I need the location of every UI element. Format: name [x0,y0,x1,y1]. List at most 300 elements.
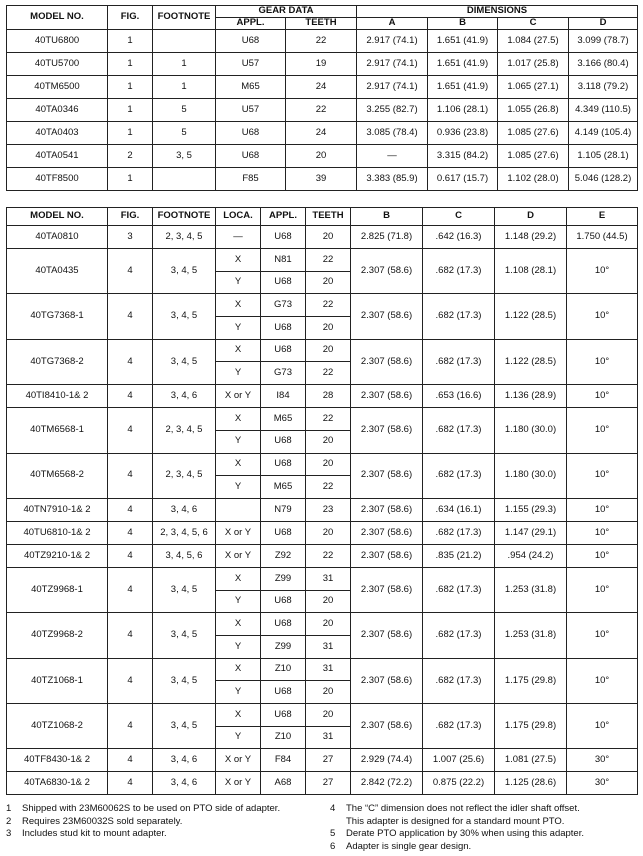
footnote-item [330,828,636,841]
table-row [7,613,638,636]
dim-b-cell: 2.307 (58.6) [351,294,423,339]
appl-cell: I84 [261,385,306,408]
footnote-cell: 3, 4, 5, 6 [153,544,216,567]
fig-cell: 1 [108,76,153,99]
table-row [7,339,638,362]
dim-e-cell: 10° [567,567,638,612]
footnote-cell: 3, 4, 6 [153,385,216,408]
dim-d-cell: 4.149 (105.4) [569,122,638,145]
header-dim-d: D [495,208,567,226]
model-cell: 40TM6568-1 [7,408,108,453]
dim-b-cell: 2.307 (58.6) [351,498,423,521]
dim-b-cell: 2.929 (74.4) [351,749,423,772]
table-row [7,521,638,544]
header-footnote: FOOTNOTE [153,6,216,30]
appl-cell: U68 [261,339,306,362]
dim-d-cell: 1.125 (28.6) [495,772,567,795]
dim-d-cell: 1.108 (28.1) [495,249,567,294]
dim-c-cell: .634 (16.1) [423,498,495,521]
dim-d-cell: 1.155 (29.3) [495,498,567,521]
footnote-cell: 5 [153,99,216,122]
appl-cell: U68 [261,613,306,636]
fig-cell: 1 [108,99,153,122]
fig-cell: 4 [108,294,153,339]
fig-cell: 1 [108,122,153,145]
loca-cell: Y [216,681,261,704]
model-cell: 40TA0346 [7,99,108,122]
table-row [7,385,638,408]
dim-e-cell: 10° [567,408,638,453]
model-cell: 40TG7368-1 [7,294,108,339]
table-row [7,99,638,122]
fig-cell: 4 [108,749,153,772]
teeth-cell: 20 [306,339,351,362]
table-row [7,249,638,272]
dim-c-cell: .642 (16.3) [423,226,495,249]
table-row [7,76,638,99]
loca-cell: Y [216,726,261,749]
model-cell: 40TZ1068-1 [7,658,108,703]
header-appl: APPL. [216,18,286,30]
teeth-cell: 20 [306,704,351,727]
teeth-cell: 31 [306,635,351,658]
header-dim-b: B [351,208,423,226]
footnote-item [330,803,636,816]
dim-e-cell: 30° [567,772,638,795]
model-cell: 40TA0541 [7,145,108,168]
teeth-cell: 22 [306,408,351,431]
dim-b-cell: 0.617 (15.7) [428,168,498,191]
appl-cell: Z99 [261,635,306,658]
model-cell: 40TZ9968-2 [7,613,108,658]
dim-e-cell: 10° [567,704,638,749]
loca-cell: X [216,408,261,431]
footnote-number: 5 [330,828,336,839]
header-gear-data: GEAR DATA [216,6,357,18]
dim-d-cell: 1.122 (28.5) [495,294,567,339]
dim-d-cell: 1.148 (29.2) [495,226,567,249]
fig-cell: 4 [108,544,153,567]
dim-d-cell: 3.099 (78.7) [569,30,638,53]
dim-c-cell: 1.084 (27.5) [498,30,569,53]
dim-e-cell: 10° [567,339,638,384]
teeth-cell: 22 [286,99,357,122]
loca-cell: X [216,704,261,727]
footnote-item [330,816,636,829]
loca-cell: X or Y [216,385,261,408]
dim-b-cell: 2.307 (58.6) [351,453,423,498]
dim-e-cell: 10° [567,498,638,521]
teeth-cell: 27 [306,749,351,772]
footnote-text: Adapter is single gear design. [346,840,472,852]
dim-a-cell: 3.085 (78.4) [357,122,428,145]
loca-cell: X [216,339,261,362]
table-row [7,772,638,795]
dim-d-cell: 4.349 (110.5) [569,99,638,122]
teeth-cell: 27 [306,772,351,795]
fig-cell: 4 [108,613,153,658]
dim-e-cell: 10° [567,544,638,567]
table-row [7,567,638,590]
footnote-text: Requires 23M60032S sold separately. [22,815,183,827]
dim-d-cell: 1.253 (31.8) [495,567,567,612]
footnote-cell: 2, 3, 4, 5 [153,453,216,498]
teeth-cell: 20 [306,613,351,636]
dim-c-cell: 0.875 (22.2) [423,772,495,795]
loca-cell: Y [216,476,261,499]
teeth-cell: 22 [306,544,351,567]
table-row [7,408,638,431]
model-cell: 40TN7910-1& 2 [7,498,108,521]
appl-cell: U68 [261,453,306,476]
appl-cell: F85 [216,168,286,191]
dim-d-cell: 1.180 (30.0) [495,408,567,453]
header-dim-a: A [357,18,428,30]
dim-c-cell: .682 (17.3) [423,294,495,339]
table-row [7,294,638,317]
model-cell: 40TZ9210-1& 2 [7,544,108,567]
table-row [7,453,638,476]
loca-cell: Y [216,635,261,658]
appl-cell: Z10 [261,658,306,681]
teeth-cell: 31 [306,726,351,749]
teeth-cell: 28 [306,385,351,408]
header-teeth: TEETH [306,208,351,226]
model-cell: 40TM6500 [7,76,108,99]
teeth-cell: 39 [286,168,357,191]
footnote-text: This adapter is designed for a standard mount PTO. [346,815,565,827]
dim-a-cell: 2.917 (74.1) [357,76,428,99]
dim-c-cell: .653 (16.6) [423,385,495,408]
dim-d-cell: 1.253 (31.8) [495,613,567,658]
dim-d-cell: 1.081 (27.5) [495,749,567,772]
model-cell: 40TA0810 [7,226,108,249]
dim-b-cell: 1.651 (41.9) [428,53,498,76]
dim-d-cell: 1.175 (29.8) [495,704,567,749]
dim-a-cell: — [357,145,428,168]
loca-cell: Y [216,430,261,453]
dim-c-cell: .835 (21.2) [423,544,495,567]
teeth-cell: 31 [306,567,351,590]
fig-cell: 4 [108,704,153,749]
dim-e-cell: 10° [567,385,638,408]
fig-cell: 4 [108,772,153,795]
fig-cell: 4 [108,567,153,612]
footnote-cell: 5 [153,122,216,145]
dim-b-cell: 2.307 (58.6) [351,704,423,749]
footnote-cell: 3, 4, 5 [153,704,216,749]
footnote-number: 3 [6,828,12,839]
header-dimensions: DIMENSIONS [357,6,638,18]
appl-cell: Z92 [261,544,306,567]
table-row [7,658,638,681]
loca-cell: — [216,226,261,249]
footnote-cell [153,168,216,191]
dim-b-cell: 2.307 (58.6) [351,249,423,294]
model-cell: 40TI8410-1& 2 [7,385,108,408]
teeth-cell: 20 [306,226,351,249]
footnote-cell: 3, 4, 6 [153,772,216,795]
model-cell: 40TF8500 [7,168,108,191]
dim-b-cell: 1.651 (41.9) [428,76,498,99]
model-cell: 40TA6830-1& 2 [7,772,108,795]
footnote-cell: 1 [153,53,216,76]
dim-e-cell: 1.750 (44.5) [567,226,638,249]
footnote-number: 4 [330,803,336,814]
fig-cell: 4 [108,658,153,703]
dim-b-cell: 2.842 (72.2) [351,772,423,795]
dim-b-cell: 2.825 (71.8) [351,226,423,249]
teeth-cell: 31 [306,658,351,681]
loca-cell: Y [216,362,261,385]
teeth-cell: 24 [286,122,357,145]
dim-b-cell: 2.307 (58.6) [351,613,423,658]
dim-c-cell: 1.085 (27.6) [498,145,569,168]
dim-d-cell: 3.166 (80.4) [569,53,638,76]
dim-b-cell: 1.106 (28.1) [428,99,498,122]
table-row [7,53,638,76]
footnote-item [6,816,316,829]
loca-cell: Y [216,590,261,613]
fig-cell: 4 [108,521,153,544]
loca-cell: X [216,613,261,636]
table-row [7,30,638,53]
footnote-item [6,828,316,841]
footnote-text: The “C” dimension does not reflect the idler shaft offset. [346,803,580,814]
table-row [7,122,638,145]
dim-b-cell: 0.936 (23.8) [428,122,498,145]
fig-cell: 4 [108,385,153,408]
footnote-item [330,841,636,854]
dim-c-cell: .682 (17.3) [423,521,495,544]
model-cell: 40TU6800 [7,30,108,53]
footnote-text: Shipped with 23M60062S to be used on PTO side of adapter. [22,803,281,814]
loca-cell: X [216,249,261,272]
loca-cell: X or Y [216,544,261,567]
fig-cell: 1 [108,168,153,191]
dim-e-cell: 10° [567,613,638,658]
dim-b-cell: 2.307 (58.6) [351,408,423,453]
teeth-cell: 22 [306,294,351,317]
dim-b-cell: 1.651 (41.9) [428,30,498,53]
footnote-text: Includes stud kit to mount adapter. [22,828,167,839]
header-fig: FIG. [108,208,153,226]
teeth-cell: 22 [306,476,351,499]
teeth-cell: 19 [286,53,357,76]
teeth-cell: 20 [306,590,351,613]
dim-e-cell: 30° [567,749,638,772]
dim-d-cell: 1.122 (28.5) [495,339,567,384]
teeth-cell: 22 [306,362,351,385]
dim-b-cell: 2.307 (58.6) [351,339,423,384]
table-row [7,749,638,772]
appl-cell: N81 [261,249,306,272]
loca-cell: X [216,567,261,590]
header-dim-e: E [567,208,638,226]
dim-c-cell: .682 (17.3) [423,613,495,658]
table-row [7,168,638,191]
dim-a-cell: 2.917 (74.1) [357,53,428,76]
dim-d-cell: 1.180 (30.0) [495,453,567,498]
footnote-cell: 1 [153,76,216,99]
model-cell: 40TM6568-2 [7,453,108,498]
dim-c-cell: 1.065 (27.1) [498,76,569,99]
fig-cell: 1 [108,53,153,76]
model-cell: 40TU6810-1& 2 [7,521,108,544]
fig-cell: 4 [108,249,153,294]
footnote-cell: 3, 4, 6 [153,749,216,772]
footnote-cell: 3, 5 [153,145,216,168]
appl-cell: U68 [261,590,306,613]
teeth-cell: 20 [306,681,351,704]
dim-d-cell: 1.175 (29.8) [495,658,567,703]
dim-c-cell: 1.017 (25.8) [498,53,569,76]
appl-cell: U68 [261,226,306,249]
teeth-cell: 20 [306,271,351,294]
dim-d-cell: 1.147 (29.1) [495,521,567,544]
footnote-item [6,803,316,816]
appl-cell: U68 [261,704,306,727]
footnote-cell: 3, 4, 6 [153,498,216,521]
appl-cell: N79 [261,498,306,521]
appl-cell: A68 [261,772,306,795]
table-row [7,544,638,567]
dim-d-cell: 1.105 (28.1) [569,145,638,168]
appl-cell: G73 [261,294,306,317]
header-dim-c: C [423,208,495,226]
footnotes-right [330,803,636,853]
loca-cell: X or Y [216,521,261,544]
model-cell: 40TA0435 [7,249,108,294]
appl-cell: U57 [216,53,286,76]
footnote-number: 6 [330,840,336,852]
footnote-number [330,816,346,829]
fig-cell: 4 [108,408,153,453]
dim-c-cell: .682 (17.3) [423,658,495,703]
appl-cell: U68 [216,145,286,168]
footnote-cell: 3, 4, 5 [153,339,216,384]
teeth-cell: 24 [286,76,357,99]
loca-cell: X [216,658,261,681]
dim-d-cell: 3.118 (79.2) [569,76,638,99]
dim-b-cell: 2.307 (58.6) [351,544,423,567]
model-cell: 40TF8430-1& 2 [7,749,108,772]
appl-cell: U68 [261,430,306,453]
dim-e-cell: 10° [567,294,638,339]
footnote-cell: 3, 4, 5 [153,567,216,612]
dim-a-cell: 2.917 (74.1) [357,30,428,53]
loca-cell: Y [216,317,261,340]
footnotes-left [6,803,316,841]
model-cell: 40TZ9968-1 [7,567,108,612]
dim-e-cell: 10° [567,658,638,703]
footnote-cell: 3, 4, 5 [153,613,216,658]
footnote-number: 2 [6,815,12,827]
teeth-cell: 20 [286,145,357,168]
teeth-cell: 20 [306,453,351,476]
dim-c-cell: .682 (17.3) [423,453,495,498]
footnote-cell: 3, 4, 5 [153,294,216,339]
appl-cell: M65 [261,476,306,499]
loca-cell: X [216,294,261,317]
fig-cell: 4 [108,498,153,521]
loca-cell: X [216,453,261,476]
header-appl: APPL. [261,208,306,226]
dim-c-cell: 1.055 (26.8) [498,99,569,122]
model-cell: 40TU5700 [7,53,108,76]
dim-c-cell: .682 (17.3) [423,408,495,453]
dim-c-cell: .682 (17.3) [423,704,495,749]
footnote-cell: 2, 3, 4, 5, 6 [153,521,216,544]
appl-cell: U68 [216,30,286,53]
dim-e-cell: 10° [567,453,638,498]
footnote-cell [153,30,216,53]
dim-e-cell: 10° [567,249,638,294]
model-cell: 40TG7368-2 [7,339,108,384]
dim-e-cell: 10° [567,521,638,544]
dim-d-cell: 5.046 (128.2) [569,168,638,191]
footnote-text: Derate PTO application by 30% when using this adapter. [346,828,584,839]
teeth-cell: 23 [306,498,351,521]
header-loca: LOCA. [216,208,261,226]
location-gear-table [6,207,638,795]
dim-b-cell: 2.307 (58.6) [351,658,423,703]
table-row [7,145,638,168]
dim-c-cell: 1.085 (27.6) [498,122,569,145]
dim-d-cell: 1.136 (28.9) [495,385,567,408]
teeth-cell: 20 [306,317,351,340]
appl-cell: M65 [261,408,306,431]
fig-cell: 2 [108,145,153,168]
fig-cell: 4 [108,453,153,498]
appl-cell: U68 [261,521,306,544]
dim-a-cell: 3.255 (82.7) [357,99,428,122]
table-row [7,498,638,521]
footnote-cell: 2, 3, 4, 5 [153,226,216,249]
header-dim-b: B [428,18,498,30]
gear-data-table [6,5,638,191]
header-model: MODEL NO. [7,208,108,226]
appl-cell: M65 [216,76,286,99]
header-teeth: TEETH [286,18,357,30]
appl-cell: Z99 [261,567,306,590]
loca-cell [216,498,261,521]
appl-cell: F84 [261,749,306,772]
footnote-number: 1 [6,803,12,814]
table-row [7,226,638,249]
header-fig: FIG. [108,6,153,30]
loca-cell: X or Y [216,772,261,795]
fig-cell: 4 [108,339,153,384]
dim-c-cell: .682 (17.3) [423,249,495,294]
dim-b-cell: 2.307 (58.6) [351,385,423,408]
footnote-cell: 3, 4, 5 [153,249,216,294]
header-footnote: FOOTNOTE [153,208,216,226]
dim-b-cell: 3.315 (84.2) [428,145,498,168]
appl-cell: Z10 [261,726,306,749]
appl-cell: U68 [261,317,306,340]
header-dim-c: C [498,18,569,30]
teeth-cell: 22 [286,30,357,53]
dim-a-cell: 3.383 (85.9) [357,168,428,191]
dim-d-cell: .954 (24.2) [495,544,567,567]
appl-cell: U68 [261,681,306,704]
header-model: MODEL NO. [7,6,108,30]
table-row [7,704,638,727]
appl-cell: G73 [261,362,306,385]
dim-c-cell: 1.007 (25.6) [423,749,495,772]
dim-c-cell: 1.102 (28.0) [498,168,569,191]
